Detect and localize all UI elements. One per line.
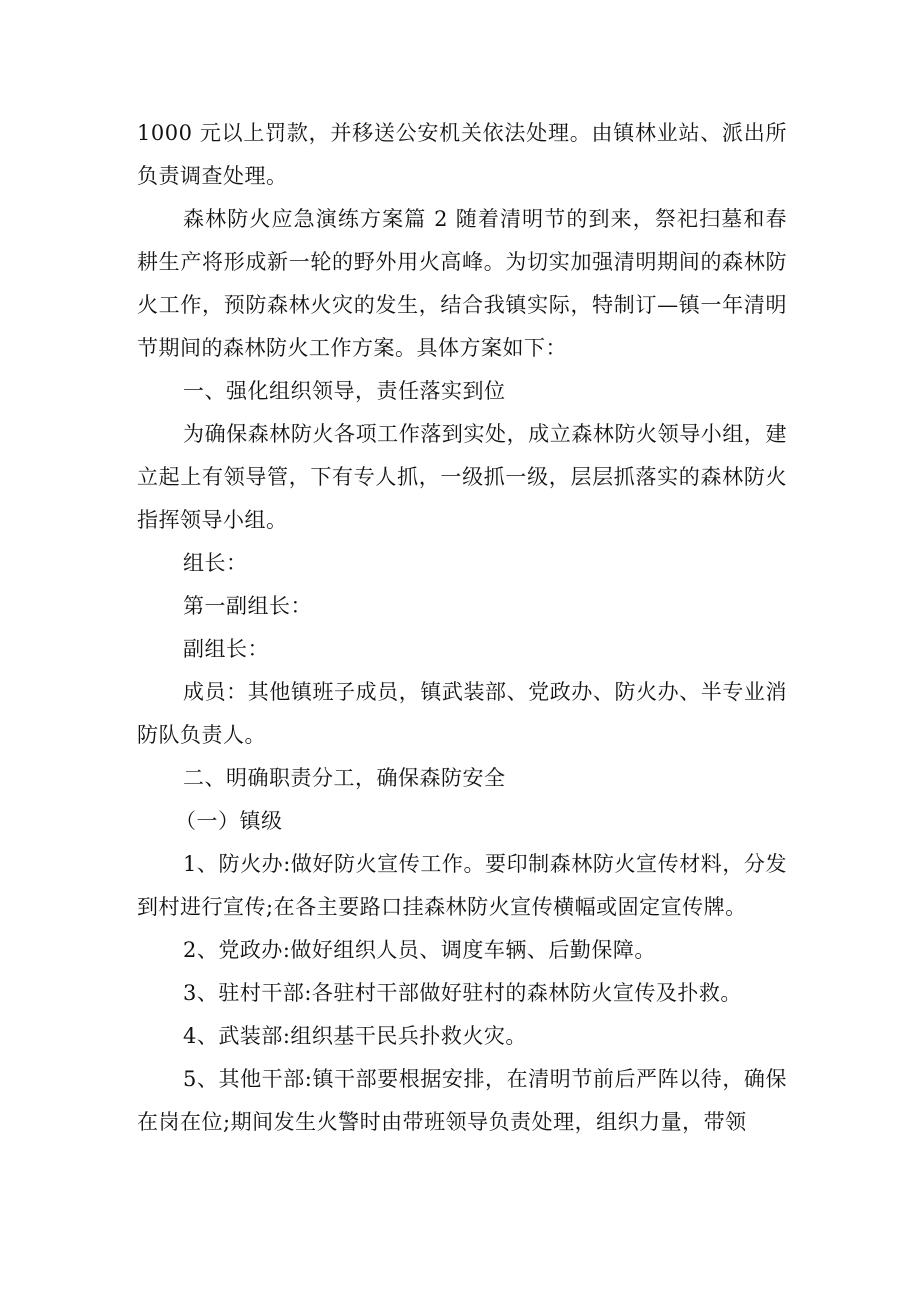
label-group-leader: 组长：: [183, 551, 248, 575]
paragraph-members: 成员：其他镇班子成员，镇武装部、党政办、防火办、半专业消防队负责人。: [137, 680, 787, 747]
paragraph-plan-intro: 森林防火应急演练方案篇 2 随着清明节的到来，祭祀扫墓和春耕生产将形成新一轮的野外用火高峰。为切实加强清明期间的森林防火工作，预防森林火灾的发生，结合我镇实际，特制订—镇一年清明节期间的森林防火工作方案。具体方案如下：: [137, 207, 787, 360]
list-item-party-office: 2、党政办:做好组织人员、调度车辆、后勤保障。: [183, 938, 656, 962]
list-item-fire-office: 1、防火办:做好防火宣传工作。要印制森林防火宣传材料，分发到村进行宣传;在各主要路口挂森林防火宣传横幅或固定宣传牌。: [137, 852, 787, 919]
paragraph-penalty-continuation: 1000 元以上罚款，并移送公安机关依法处理。由镇林业站、派出所负责调查处理。: [137, 121, 787, 188]
list-item-other-cadres: 5、其他干部:镇干部要根据安排，在清明节前后严阵以待，确保在岗在位;期间发生火警时由带班领导负责处理，组织力量，带领: [137, 1067, 787, 1134]
label-deputy-leader: 副组长：: [183, 637, 269, 661]
section-heading-1: 一、强化组织领导，责任落实到位: [183, 379, 506, 403]
list-item-armed-forces: 4、武装部:组织基干民兵扑救火灾。: [183, 1024, 527, 1048]
paragraph-leadership-group: 为确保森林防火各项工作落到实处，成立森林防火领导小组，建立起上有领导管，下有专人抓，一级抓一级，层层抓落实的森林防火指挥领导小组。: [137, 422, 787, 532]
list-item-village-cadres: 3、驻村干部:各驻村干部做好驻村的森林防火宣传及扑救。: [183, 981, 742, 1005]
subsection-heading-town-level: （一）镇级: [175, 809, 283, 833]
label-first-deputy-leader: 第一副组长：: [183, 594, 312, 618]
document-body: [137, 112, 787, 1144]
section-heading-2: 二、明确职责分工，确保森防安全: [183, 766, 506, 790]
